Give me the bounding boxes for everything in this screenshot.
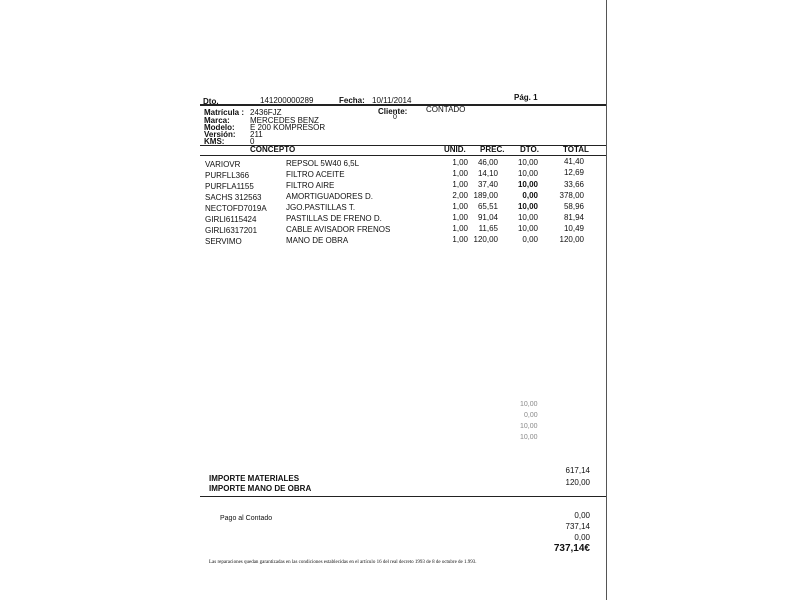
mano-obra-label: IMPORTE MANO DE OBRA (209, 484, 312, 493)
marca-label: Marca: (204, 116, 230, 125)
dto-label: Dto. (203, 97, 219, 106)
item-description: CABLE AVISADOR FRENOS (286, 225, 391, 234)
col-dto: DTO. (520, 145, 539, 154)
item-unid: 1,00 (452, 235, 468, 244)
item-dto: 10,00 (517, 224, 538, 233)
grand-total: 737,14€ (553, 543, 590, 554)
version-value: 211 (250, 130, 263, 139)
item-total: 10,49 (563, 224, 584, 233)
cliente-label: Cliente: (378, 107, 408, 116)
item-code: SACHS 312563 (205, 193, 262, 202)
item-dto: 10,00 (517, 213, 538, 222)
item-total: 58,96 (563, 202, 584, 211)
header-divider (200, 104, 606, 106)
faint-mark: 10,00 (520, 401, 538, 408)
kms-label: KMS: (204, 137, 225, 146)
col-concepto: CONCEPTO (250, 145, 296, 154)
item-unid: 2,00 (452, 191, 468, 200)
dto-value: 141200000289 (260, 96, 314, 105)
summary-divider (200, 496, 606, 497)
item-prec: 120,00 (473, 235, 498, 244)
item-unid: 1,00 (452, 202, 468, 211)
item-description: REPSOL 5W40 6,5L (286, 159, 360, 168)
fecha-label: Fecha: (339, 96, 365, 105)
item-description: FILTRO ACEITE (286, 170, 345, 179)
item-dto: 10,00 (517, 158, 538, 167)
item-code: GIRLI6317201 (205, 226, 258, 235)
matricula-value: 2436FJZ (250, 108, 282, 117)
item-unid: 1,00 (452, 169, 468, 178)
item-description: AMORTIGUADORES D. (286, 192, 373, 201)
item-unid: 1,00 (452, 158, 468, 167)
faint-mark: 10,00 (520, 434, 538, 441)
item-dto: 0,00 (522, 235, 538, 244)
version-label: Versión: (204, 130, 236, 139)
item-code: PURFLL366 (205, 171, 250, 180)
item-code: NECTOFD7019A (205, 204, 267, 213)
cliente-code: 0 (393, 114, 397, 121)
pago-label: Pago al Contado (220, 515, 273, 522)
marca-value: MERCEDES BENZ (250, 116, 319, 125)
matricula-label: Matrícula : (204, 108, 245, 117)
footer-value: 0,00 (574, 511, 590, 520)
item-description: MANO DE OBRA (286, 236, 349, 245)
item-description: JGO.PASTILLAS T. (286, 203, 356, 212)
page-edge-line (606, 0, 607, 600)
footer-value: 737,14 (565, 522, 590, 531)
item-code: GIRLI6115424 (205, 215, 257, 224)
item-unid: 1,00 (452, 224, 468, 233)
item-prec: 65,51 (477, 202, 498, 211)
item-dto: 10,00 (517, 169, 538, 178)
item-total: 120,00 (559, 235, 584, 244)
modelo-value: E 200 KOMPRESOR (250, 123, 326, 132)
mano-obra-value: 120,00 (565, 478, 590, 487)
item-code: VARIOVR (205, 160, 241, 169)
item-dto: 0,00 (522, 191, 538, 200)
item-unid: 1,00 (452, 213, 468, 222)
item-prec: 11,65 (478, 224, 498, 233)
kms-value: 0 (250, 137, 255, 146)
item-total: 41,40 (563, 157, 584, 166)
item-prec: 91,04 (477, 213, 498, 222)
item-prec: 37,40 (477, 180, 498, 189)
faint-mark: 10,00 (520, 423, 538, 430)
item-description: PASTILLAS DE FRENO D. (286, 214, 382, 223)
col-prec: PREC. (480, 145, 505, 154)
footer-value: 0,00 (574, 533, 590, 542)
item-code: SERVIMO (205, 237, 242, 246)
item-prec: 189,00 (473, 191, 498, 200)
faint-mark: 0,00 (524, 412, 538, 419)
item-dto: 10,00 (517, 202, 538, 211)
item-total: 81,94 (563, 213, 584, 222)
materiales-label: IMPORTE MATERIALES (209, 474, 300, 483)
item-total: 12,69 (563, 168, 584, 177)
col-total: TOTAL (563, 145, 589, 154)
legal-note: Las reparaciones quedan garantizadas en las condiciones establecidas en el artículo 16 del real decreto 1993 de 8 de octubre de 1.993. (209, 560, 477, 565)
fecha-value: 10/11/2014 (372, 96, 412, 105)
item-total: 33,66 (563, 180, 584, 189)
item-prec: 46,00 (477, 158, 498, 167)
item-code: PURFLA1155 (205, 182, 254, 191)
item-description: FILTRO AIRE (286, 181, 335, 190)
item-dto: 10,00 (517, 180, 538, 189)
item-total: 378,00 (559, 191, 584, 200)
item-prec: 14,10 (477, 169, 498, 178)
materiales-value: 617,14 (565, 466, 590, 475)
table-header-bottom-line (200, 155, 606, 156)
col-unid: UNID. (444, 145, 466, 154)
modelo-label: Modelo: (204, 123, 235, 132)
page-number: Pág. 1 (514, 93, 538, 102)
cliente-value: CONTADO (426, 105, 466, 114)
item-unid: 1,00 (452, 180, 468, 189)
